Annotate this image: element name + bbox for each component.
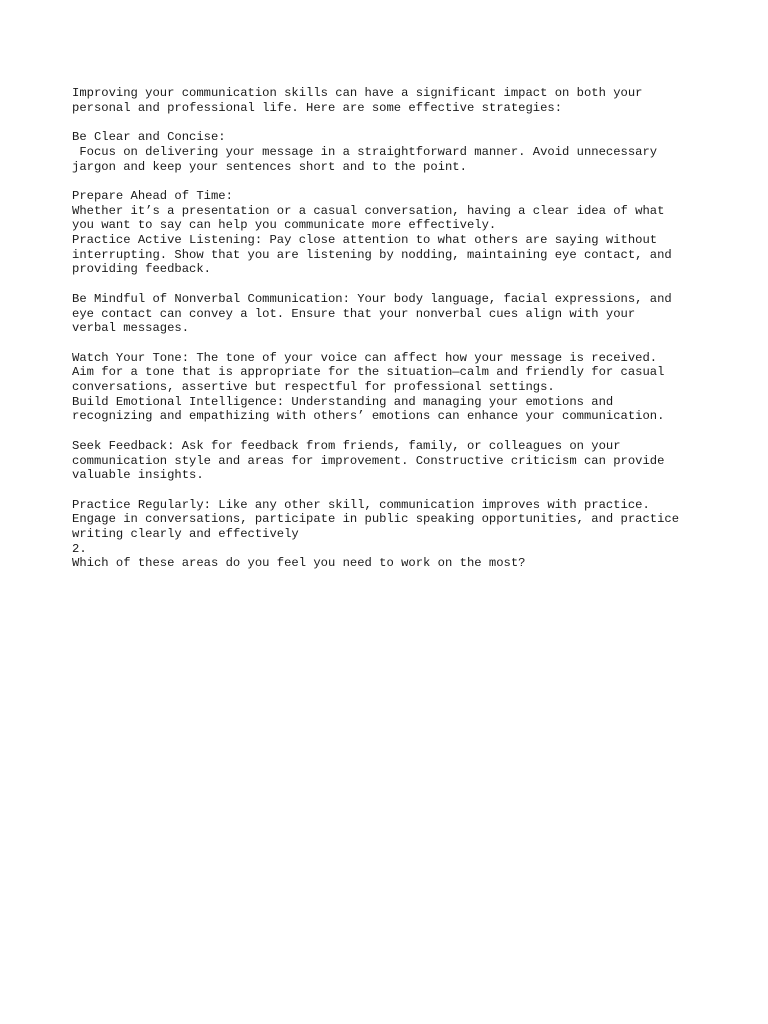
paragraph-clear-concise xyxy=(72,130,732,174)
text-line: Whether it’s a presentation or a casual conversation, having a clear idea of what xyxy=(72,203,665,218)
text-line: Seek Feedback: Ask for feedback from friends, family, or colleagues on your xyxy=(72,438,621,453)
text-line: Engage in conversations, participate in public speaking opportunities, and practice xyxy=(72,512,680,527)
text-line: conversations, assertive but respectful for professional settings. xyxy=(72,380,555,394)
text-line: Practice Regularly: Like any other skill, communication improves with practice. xyxy=(72,497,650,512)
text-line: Aim for a tone that is appropriate for the situation—calm and friendly for casual xyxy=(72,365,665,380)
paragraph-intro xyxy=(72,86,732,115)
document-page xyxy=(72,86,732,586)
paragraph-nonverbal xyxy=(72,292,732,336)
text-line: communication style and areas for improvement. Constructive criticism can provide xyxy=(72,453,665,468)
closing-question: Which of these areas do you feel you need to work on the most? xyxy=(72,556,526,571)
text-line: verbal messages. xyxy=(72,321,190,336)
text-line: Practice Active Listening: Pay close attention to what others are saying without xyxy=(72,233,658,247)
text-line: interrupting. Show that you are listening by nodding, maintaining eye contact, and xyxy=(72,247,672,262)
text-line: Watch Your Tone: The tone of your voice can affect how your message is received. xyxy=(72,350,658,365)
section-heading: Be Clear and Concise: xyxy=(72,130,226,145)
text-line: Improving your communication skills can have a significant impact on both your xyxy=(72,86,643,100)
text-line: valuable insights. xyxy=(72,468,204,483)
text-line: writing clearly and effectively xyxy=(72,527,299,541)
text-line: jargon and keep your sentences short and to the point. xyxy=(72,159,467,174)
paragraph-tone-emotional xyxy=(72,351,732,425)
text-line: recognizing and empathizing with others’ emotions can enhance your communication. xyxy=(72,409,665,424)
text-line: providing feedback. xyxy=(72,262,211,277)
text-line: personal and professional life. Here are some effective strategies: xyxy=(72,100,563,115)
section-heading: Prepare Ahead of Time: xyxy=(72,188,233,203)
text-line: Be Mindful of Nonverbal Communication: Your body language, facial expressions, and xyxy=(72,291,672,306)
text-line: you want to say can help you communicate more effectively. xyxy=(72,218,497,233)
list-number: 2. xyxy=(72,541,87,556)
text-line: Focus on delivering your message in a straightforward manner. Avoid unnecessary xyxy=(72,144,658,159)
paragraph-prepare-listening xyxy=(72,189,732,277)
text-line: eye contact can convey a lot. Ensure that your nonverbal cues align with your xyxy=(72,306,636,321)
text-line: Build Emotional Intelligence: Understanding and managing your emotions and xyxy=(72,394,614,409)
paragraph-feedback xyxy=(72,439,732,483)
paragraph-practice xyxy=(72,498,732,572)
